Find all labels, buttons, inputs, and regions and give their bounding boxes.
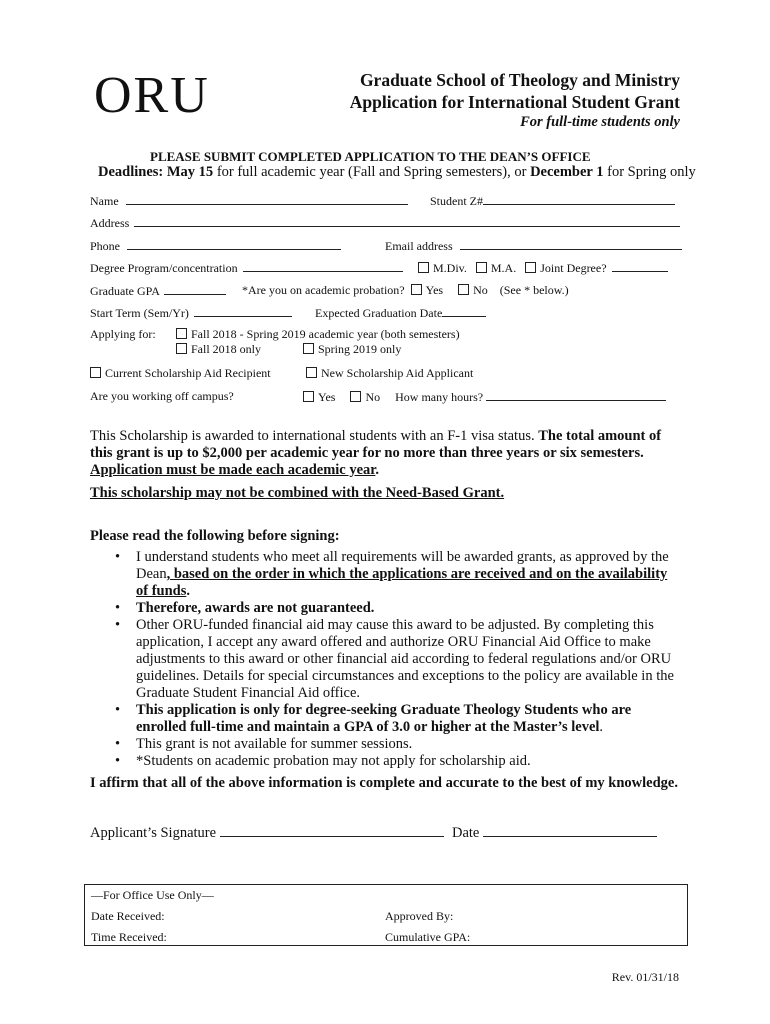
list-item: • *Students on academic probation may not apply for scholarship aid.: [115, 753, 531, 769]
signature-field[interactable]: [220, 823, 444, 837]
not-combined-note: This scholarship may not be combined with the Need-Based Grant.: [90, 485, 505, 501]
row-date: [452, 823, 657, 842]
probation-yes-label: Yes: [425, 283, 444, 297]
revision-date: Rev. 01/31/18: [611, 970, 679, 984]
list-item: • This application is only for degree-seeking Graduate Theology Students who are enrolled full-time and maintain a GPA of 3.0 or higher at the Master’s level.: [115, 702, 632, 735]
spring-checkbox[interactable]: [303, 343, 314, 354]
hours-label: How many hours?: [395, 390, 484, 404]
row-phone: [90, 238, 341, 254]
probation-no-label: No: [473, 283, 488, 297]
scholarship-amount: The total amount of this grant is up to $2,000 per academic year for no more than three years or six semesters.: [90, 428, 662, 461]
deadline-may: May 15: [166, 164, 214, 180]
bullet-5-text: This grant is not available for summer sessions.: [136, 736, 413, 752]
row-spring: [303, 342, 401, 357]
row-new-applicant: [306, 366, 473, 381]
approved-by-label: Approved By:: [385, 909, 454, 923]
working-no-label: No: [365, 390, 381, 404]
fall-checkbox[interactable]: [176, 343, 187, 354]
applying-for-label: Applying for:: [90, 327, 156, 341]
full-year-label: Fall 2018 - Spring 2019 academic year (both semesters): [191, 327, 460, 341]
deadline-text1: for full academic year (Fall and Spring semesters), or: [216, 164, 527, 180]
row-working-options: [303, 389, 666, 405]
degree-field[interactable]: [243, 260, 403, 272]
bullet-1-bold: , based on the order in which the applications are received and on the availability of funds: [136, 566, 668, 599]
ma-checkbox[interactable]: [476, 262, 487, 273]
spring-label: Spring 2019 only: [318, 342, 402, 356]
row-probation: [242, 283, 569, 298]
list-item: • Therefore, awards are not guaranteed.: [115, 600, 375, 616]
probation-label: *Are you on academic probation?: [242, 283, 405, 297]
list-item: • I understand students who meet all requirements will be awarded grants, as approved by the Dean, based on the order in which the applications are received and on the availability of funds.: [115, 549, 669, 599]
signature-label: Applicant’s Signature: [90, 825, 217, 841]
expected-grad-field[interactable]: [442, 305, 486, 317]
row-signature: [90, 823, 444, 842]
scholarship-intro: This Scholarship is awarded to international students with an F-1 visa status.: [90, 428, 535, 444]
phone-label: Phone: [90, 239, 120, 253]
cumulative-gpa-label: Cumulative GPA:: [385, 930, 471, 944]
bullet-1-text: I understand students who meet all requirements will be awarded grants, as approved by the Dean: [136, 549, 669, 582]
title-school: Graduate School of Theology and Ministry: [359, 70, 680, 90]
start-term-field[interactable]: [194, 305, 292, 317]
date-label: Date: [452, 825, 480, 841]
ma-label: M.A.: [490, 261, 517, 275]
name-field[interactable]: [126, 193, 408, 205]
row-fall: [176, 342, 261, 357]
read-heading: Please read the following before signing:: [90, 528, 340, 544]
degree-label: Degree Program/concentration: [90, 261, 238, 275]
student-z-field[interactable]: [483, 193, 675, 205]
joint-checkbox[interactable]: [525, 262, 536, 273]
bullet-3-text: Other ORU-funded financial aid may cause this award to be adjusted. By completing this application, I accept any award offered and authorize ORU Financial Aid Office to make adjustments to this award or other financial aid according to federal regulations and/or ORU guidelines. Details for special circumstances and exceptions to the policy are available in the Graduate Student Financial Aid office.: [136, 617, 674, 701]
subtitle-full-time: For full-time students only: [520, 114, 680, 130]
probation-no-checkbox[interactable]: [458, 284, 469, 295]
row-full-year: [176, 327, 460, 342]
bullet-4-text: This application is only for degree-seeking Graduate Theology Students who are enrolled full-time and maintain a GPA of 3.0 or higher at the Master’s level: [136, 702, 632, 735]
gpa-field[interactable]: [164, 283, 226, 295]
scholarship-paragraph: This Scholarship is awarded to international students with an F-1 visa status. The total amount of this grant is up to $2,000 per academic year for no more than three years or six semesters. Application must be made each academic year.: [90, 428, 662, 478]
email-label: Email address: [385, 239, 453, 253]
scholarship-each-year: Application must be made each academic year: [90, 462, 376, 478]
hours-field[interactable]: [486, 389, 666, 401]
joint-field[interactable]: [612, 260, 668, 272]
email-field[interactable]: [460, 238, 682, 250]
fall-label: Fall 2018 only: [191, 342, 262, 356]
student-z-label: Student Z#: [430, 194, 483, 208]
working-label: Are you working off campus?: [90, 389, 234, 403]
name-label: Name: [90, 194, 119, 208]
row-expected-grad: [315, 305, 486, 321]
mdiv-label: M.Div.: [433, 261, 467, 275]
mdiv-checkbox[interactable]: [418, 262, 429, 273]
oru-logo: ORU: [94, 67, 210, 124]
gpa-label: Graduate GPA: [90, 284, 160, 298]
terms-list: [90, 549, 680, 770]
current-recipient-label: Current Scholarship Aid Recipient: [105, 366, 271, 380]
start-term-label: Start Term (Sem/Yr): [90, 306, 189, 320]
time-received-label: Time Received:: [91, 930, 167, 944]
probation-yes-checkbox[interactable]: [411, 284, 422, 295]
list-item: • This grant is not available for summer sessions.: [115, 736, 413, 752]
affirm-statement: I affirm that all of the above information is complete and accurate to the best of my knowledge.: [90, 775, 678, 791]
current-recipient-checkbox[interactable]: [90, 367, 101, 378]
office-use-title: —For Office Use Only—: [91, 888, 214, 902]
new-applicant-checkbox[interactable]: [306, 367, 317, 378]
joint-label: Joint Degree?: [540, 261, 607, 275]
bullet-6-text: *Students on academic probation may not apply for scholarship aid.: [136, 753, 531, 769]
row-degree: [90, 260, 403, 276]
address-field[interactable]: [134, 215, 680, 227]
row-working: [90, 389, 234, 404]
deadline-december: December 1: [530, 164, 604, 180]
working-yes-label: Yes: [318, 390, 336, 404]
row-name: [90, 193, 408, 209]
row-current-recipient: [90, 366, 271, 381]
phone-field[interactable]: [127, 238, 341, 250]
row-address: [90, 215, 680, 231]
row-student-z: [430, 193, 675, 209]
deadlines-line: [98, 164, 696, 181]
deadline-text2: for Spring only: [607, 164, 696, 180]
row-gpa: [90, 283, 226, 299]
date-received-label: Date Received:: [91, 909, 165, 923]
address-label: Address: [90, 216, 130, 230]
working-yes-checkbox[interactable]: [303, 391, 314, 402]
new-applicant-label: New Scholarship Aid Applicant: [321, 366, 474, 380]
bullet-2-text: Therefore, awards are not guaranteed.: [136, 600, 375, 616]
list-item: • Other ORU-funded financial aid may cause this award to be adjusted. By completing this application, I accept any award offered and authorize ORU Financial Aid Office to make adjustments to this award or other financial aid according to federal regulations and/or ORU guidelines. Details for special circumstances and exceptions to the policy are available in the Graduate Student Financial Aid office.: [115, 617, 674, 701]
row-degree-options: [418, 260, 668, 276]
date-field[interactable]: [483, 823, 657, 837]
deadlines-label: Deadlines:: [98, 164, 164, 180]
title-application: Application for International Student Grant: [349, 92, 680, 112]
row-email: [385, 238, 682, 254]
see-below-note: (See * below.): [499, 283, 569, 297]
row-start-term: [90, 305, 292, 321]
full-year-checkbox[interactable]: [176, 328, 187, 339]
working-no-checkbox[interactable]: [350, 391, 361, 402]
submit-notice: PLEASE SUBMIT COMPLETED APPLICATION TO THE DEAN’S OFFICE: [150, 149, 591, 164]
expected-grad-label: Expected Graduation Date: [315, 306, 443, 320]
